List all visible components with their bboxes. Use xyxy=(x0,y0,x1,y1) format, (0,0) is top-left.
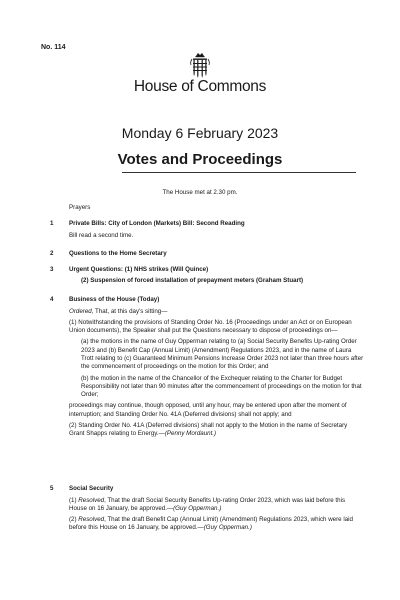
paragraph-continuation: proceedings may continue, though opposed, until any hour, may be entered upon after the moment of interruption; and Standing Order No. 41A (Deferred divisions) shall not apply; and xyxy=(69,402,347,418)
item-heading: Social Security xyxy=(69,485,114,492)
item-number: 4 xyxy=(50,296,54,303)
item-number: 3 xyxy=(50,266,54,273)
paragraph-2-text: (2) Standing Order No. 41A (Deferred divisions) shall not apply to the Motion in the name of Secretary Grant Shapps relating to Energy.— xyxy=(69,422,348,438)
portcullis-crest-icon xyxy=(189,52,211,78)
resolution-number: (2) xyxy=(69,516,79,524)
resolution-2 xyxy=(69,516,364,533)
paragraph-2 xyxy=(69,422,364,439)
resolution-1 xyxy=(69,497,364,514)
ordered-line xyxy=(69,308,364,316)
ordered-text: , That, at this day's sitting— xyxy=(91,307,168,315)
issue-number: No. 114 xyxy=(41,44,66,51)
title-divider xyxy=(122,172,356,173)
item-heading: Urgent Questions: (1) NHS strikes (Will Quince) xyxy=(69,266,209,273)
item-heading: Private Bills: City of London (Markets) Bill: Second Reading xyxy=(69,220,245,227)
item-number: 5 xyxy=(50,485,54,492)
resolution-number: (1) xyxy=(69,496,79,504)
item-text: Bill read a second time. xyxy=(69,231,134,239)
item-heading: Questions to the Home Secretary xyxy=(69,250,167,257)
sitting-date: Monday 6 February 2023 xyxy=(121,125,279,141)
item-heading: Business of the House (Today) xyxy=(69,296,160,303)
paragraph-2-attribution: (Penny Mordaunt.) xyxy=(164,430,217,438)
item-subheading: (2) Suspension of forced installation of prepayment meters (Graham Stuart) xyxy=(81,276,304,284)
prayers-label: Prayers xyxy=(69,204,91,211)
document-title: Votes and Proceedings xyxy=(117,151,283,168)
resolved-label: Resolved xyxy=(78,516,105,524)
paragraph-a: (a) the motions in the name of Guy Opperman relating to (a) Social Security Benefits Up-rating Order 2023 and (b) Benefit Cap (Annual Limit) (Amendment) Regulations 2023, and in the name of Laura Trott relating to (c) Guaranteed Minimum Pensions Increase Order 2023 not later than three hours after the commencement of proceedings on the motion for this Order; and xyxy=(81,338,364,371)
house-met-time: The House met at 2.30 pm. xyxy=(162,189,238,196)
item-number: 2 xyxy=(50,250,54,257)
resolution-text: , That the draft Social Security Benefits Up-rating Order 2023, which was laid before this House on 16 January, be approved.— xyxy=(69,496,346,512)
resolved-label: Resolved xyxy=(78,496,105,504)
paragraph-b: (b) the motion in the name of the Chancellor of the Exchequer relating to the Charter for Budget Responsibility not later than 90 minutes after the commencement of proceedings on the motion for that Order; xyxy=(81,374,362,399)
resolution-text: , That the draft Benefit Cap (Annual Limit) (Amendment) Regulations 2023, which were laid before this House on 16 January, be approved.— xyxy=(69,516,353,532)
item-number: 1 xyxy=(50,220,54,227)
publisher-name: House of Commons xyxy=(133,78,267,95)
resolution-attribution: (Guy Opperman.) xyxy=(203,524,252,532)
resolution-attribution: (Guy Opperman.) xyxy=(173,504,222,512)
ordered-label: Ordered xyxy=(69,307,92,315)
paragraph-1: (1) Notwithstanding the provisions of Standing Order No. 16 (Proceedings under an Act or on European Union documents), the Speaker shall put the Questions necessary to dispose of proceedings on— xyxy=(69,318,352,335)
